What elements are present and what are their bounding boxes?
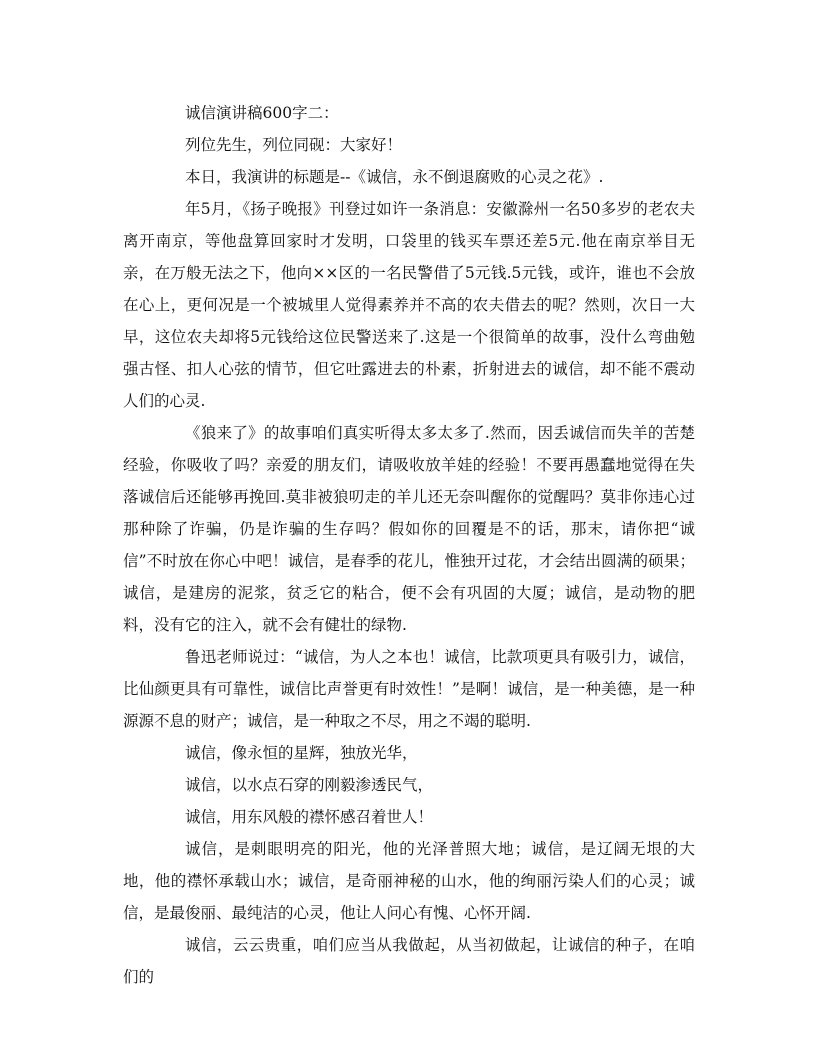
document-body	[123, 97, 695, 993]
verse-line: 诚信，以水点石穿的刚毅渗透民气，	[185, 776, 434, 794]
verse-line: 诚信，像永恒的星辉，独放光华，	[185, 744, 418, 762]
closing-fragment: 诚信，云云贵重，咱们应当从我做起，从当初做起，让诚信的种子，在咱们的	[123, 936, 695, 986]
document-title: 诚信演讲稿600字二：	[185, 104, 339, 122]
paragraph: 年5月，《扬子晚报》刊登过如许一条消息：安徽滁州一名50多岁的老农夫离开南京，等他盘算回家时才发明，口袋里的钱买车票还差5元.他在南京举目无亲，在万般无法之下，他向××区的一名民警借了5元钱.5元钱，或许，谁也不会放在心上，更何况是一个被城里人觉得素养并不高的农夫借去的呢？然则，次日一大早，这位农夫却将5元钱给这位民警送来了.这是一个很简单的故事，没什么弯曲勉强古怪、扣人心弦的情节，但它吐露进去的朴素，折射进去的诚信，却不能不震动人们的心灵.	[123, 200, 695, 410]
paragraph: 《狼来了》的故事咱们真实听得太多太多了.然而，因丢诚信而失羊的苦楚经验，你吸收了吗？亲爱的朋友们，请吸收放羊娃的经验！不要再愚蠢地觉得在失落诚信后还能够再挽回.莫非被狼叨走的羊儿还无奈叫醒你的觉醒吗？莫非你违心过那种除了诈骗，仍是诈骗的生存吗？假如你的回覆是不的话，那末，请你把“诚信”不时放在你心中吧！诚信，是春季的花儿，惟独开过花，才会结出圆满的硕果；诚信，是建房的泥浆，贫乏它的粘合，便不会有巩固的大厦；诚信，是动物的肥料，没有它的注入，就不会有健壮的绿物.	[123, 424, 695, 634]
paragraph: 诚信，是刺眼明亮的阳光，他的光泽普照大地；诚信，是辽阔无垠的大地，他的襟怀承载山水；诚信，是奇丽神秘的山水，他的绚丽污染人们的心灵；诚信，是最俊丽、最纯洁的心灵，他让人问心有愧、心怀开阔.	[123, 840, 695, 922]
greeting: 列位先生，列位同砚：大家好！	[185, 136, 403, 154]
paragraph: 本日，我演讲的标题是--《诚信，永不倒退腐败的心灵之花》.	[185, 168, 604, 186]
verse-line: 诚信，用东风般的襟怀感召着世人！	[185, 808, 434, 826]
paragraph: 鲁迅老师说过：“诚信，为人之本也！诚信，比款项更具有吸引力，诚信，比仙颜更具有可靠性，诚信比声誉更有时效性！”是啊！诚信，是一种美德，是一种源源不息的财产；诚信，是一种取之不尽，用之不竭的聪明.	[123, 648, 695, 730]
